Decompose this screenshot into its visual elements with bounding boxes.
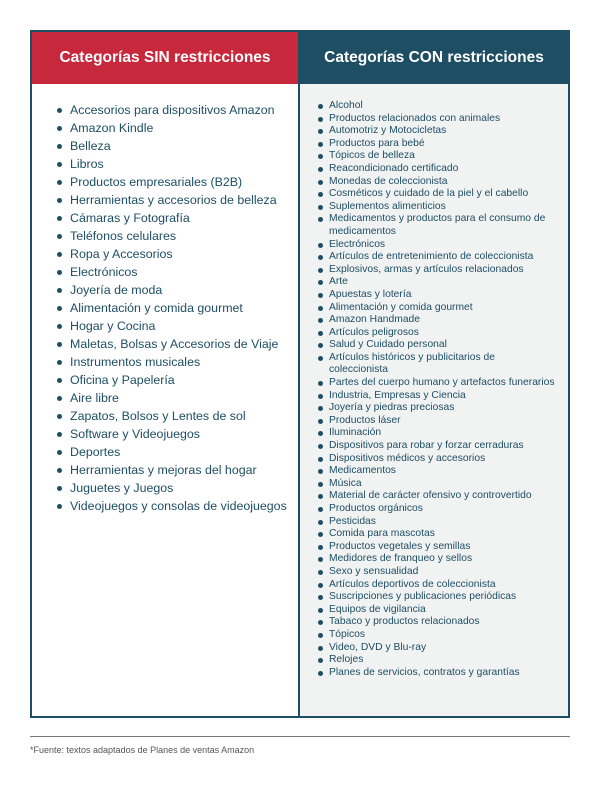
restricted-category-item: Automotriz y Motocicletas bbox=[317, 125, 568, 138]
restricted-category-item: Productos para bebé bbox=[317, 138, 568, 151]
unrestricted-category-item: Joyería de moda bbox=[56, 281, 298, 299]
unrestricted-column bbox=[32, 32, 300, 716]
restricted-category-item: Artículos peligrosos bbox=[317, 327, 568, 340]
source-footnote: *Fuente: textos adaptados de Planes de ventas Amazon bbox=[30, 745, 255, 755]
unrestricted-category-item: Herramientas y mejoras del hogar bbox=[56, 461, 298, 479]
restricted-category-item: Electrónicos bbox=[317, 239, 568, 252]
restricted-category-item: Iluminación bbox=[317, 427, 568, 440]
restricted-category-item: Partes del cuerpo humano y artefactos funerarios bbox=[317, 377, 568, 390]
restricted-category-item: Industria, Empresas y Ciencia bbox=[317, 390, 568, 403]
unrestricted-category-item: Electrónicos bbox=[56, 263, 298, 281]
restricted-category-item: Suplementos alimenticios bbox=[317, 201, 568, 214]
footnote-divider bbox=[30, 736, 570, 737]
restricted-category-item: Productos relacionados con animales bbox=[317, 113, 568, 126]
restricted-column bbox=[300, 32, 568, 716]
restricted-category-item: Productos láser bbox=[317, 415, 568, 428]
restricted-category-item: Sexo y sensualidad bbox=[317, 566, 568, 579]
restricted-category-item: Productos orgánicos bbox=[317, 503, 568, 516]
unrestricted-category-item: Belleza bbox=[56, 137, 298, 155]
restricted-category-item: Dispositivos para robar y forzar cerraduras bbox=[317, 440, 568, 453]
restricted-category-item: Joyería y piedras preciosas bbox=[317, 402, 568, 415]
categories-table bbox=[30, 30, 570, 718]
restricted-category-item: Dispositivos médicos y accesorios bbox=[317, 453, 568, 466]
unrestricted-list bbox=[32, 84, 298, 515]
unrestricted-category-item: Maletas, Bolsas y Accesorios de Viaje bbox=[56, 335, 298, 353]
restricted-category-item: Tópicos bbox=[317, 629, 568, 642]
restricted-category-item: Equipos de vigilancia bbox=[317, 604, 568, 617]
restricted-category-item: Medidores de franqueo y sellos bbox=[317, 553, 568, 566]
restricted-header: Categorías CON restricciones bbox=[300, 32, 568, 84]
unrestricted-category-item: Instrumentos musicales bbox=[56, 353, 298, 371]
restricted-category-item: Material de carácter ofensivo y controvertido bbox=[317, 490, 568, 503]
restricted-category-item: Suscripciones y publicaciones periódicas bbox=[317, 591, 568, 604]
unrestricted-category-item: Deportes bbox=[56, 443, 298, 461]
unrestricted-category-item: Juguetes y Juegos bbox=[56, 479, 298, 497]
unrestricted-category-item: Libros bbox=[56, 155, 298, 173]
restricted-category-item: Productos vegetales y semillas bbox=[317, 541, 568, 554]
unrestricted-category-item: Productos empresariales (B2B) bbox=[56, 173, 298, 191]
unrestricted-category-item: Oficina y Papelería bbox=[56, 371, 298, 389]
unrestricted-category-item: Herramientas y accesorios de belleza bbox=[56, 191, 298, 209]
unrestricted-category-item: Aire libre bbox=[56, 389, 298, 407]
restricted-category-item: Reacondicionado certificado bbox=[317, 163, 568, 176]
restricted-category-item: Música bbox=[317, 478, 568, 491]
unrestricted-category-item: Software y Videojuegos bbox=[56, 425, 298, 443]
unrestricted-category-item: Cámaras y Fotografía bbox=[56, 209, 298, 227]
restricted-category-item: Cosméticos y cuidado de la piel y el cabello bbox=[317, 188, 568, 201]
restricted-category-item: Alimentación y comida gourmet bbox=[317, 302, 568, 315]
unrestricted-category-item: Alimentación y comida gourmet bbox=[56, 299, 298, 317]
restricted-category-item: Explosivos, armas y artículos relacionados bbox=[317, 264, 568, 277]
restricted-category-item: Artículos de entretenimiento de coleccionista bbox=[317, 251, 568, 264]
restricted-category-item: Artículos deportivos de coleccionista bbox=[317, 579, 568, 592]
unrestricted-category-item: Accesorios para dispositivos Amazon bbox=[56, 101, 298, 119]
restricted-category-item: Alcohol bbox=[317, 100, 568, 113]
unrestricted-category-item: Amazon Kindle bbox=[56, 119, 298, 137]
restricted-category-item: Tópicos de belleza bbox=[317, 150, 568, 163]
unrestricted-category-item: Hogar y Cocina bbox=[56, 317, 298, 335]
restricted-category-item: Relojes bbox=[317, 654, 568, 667]
unrestricted-header: Categorías SIN restricciones bbox=[32, 32, 298, 84]
restricted-category-item: Medicamentos bbox=[317, 465, 568, 478]
restricted-category-item: Artículos históricos y publicitarios de coleccionista bbox=[317, 352, 568, 377]
restricted-category-item: Apuestas y lotería bbox=[317, 289, 568, 302]
restricted-category-item: Arte bbox=[317, 276, 568, 289]
restricted-category-item: Video, DVD y Blu-ray bbox=[317, 642, 568, 655]
restricted-category-item: Planes de servicios, contratos y garantías bbox=[317, 667, 568, 680]
restricted-category-item: Comida para mascotas bbox=[317, 528, 568, 541]
restricted-category-item: Amazon Handmade bbox=[317, 314, 568, 327]
restricted-category-item: Salud y Cuidado personal bbox=[317, 339, 568, 352]
restricted-list bbox=[300, 84, 568, 679]
restricted-category-item: Pesticidas bbox=[317, 516, 568, 529]
unrestricted-category-item: Videojuegos y consolas de videojuegos bbox=[56, 497, 298, 515]
restricted-category-item: Monedas de coleccionista bbox=[317, 176, 568, 189]
unrestricted-category-item: Ropa y Accesorios bbox=[56, 245, 298, 263]
unrestricted-category-item: Teléfonos celulares bbox=[56, 227, 298, 245]
restricted-category-item: Tabaco y productos relacionados bbox=[317, 616, 568, 629]
unrestricted-category-item: Zapatos, Bolsos y Lentes de sol bbox=[56, 407, 298, 425]
restricted-category-item: Medicamentos y productos para el consumo de medicamentos bbox=[317, 213, 568, 238]
